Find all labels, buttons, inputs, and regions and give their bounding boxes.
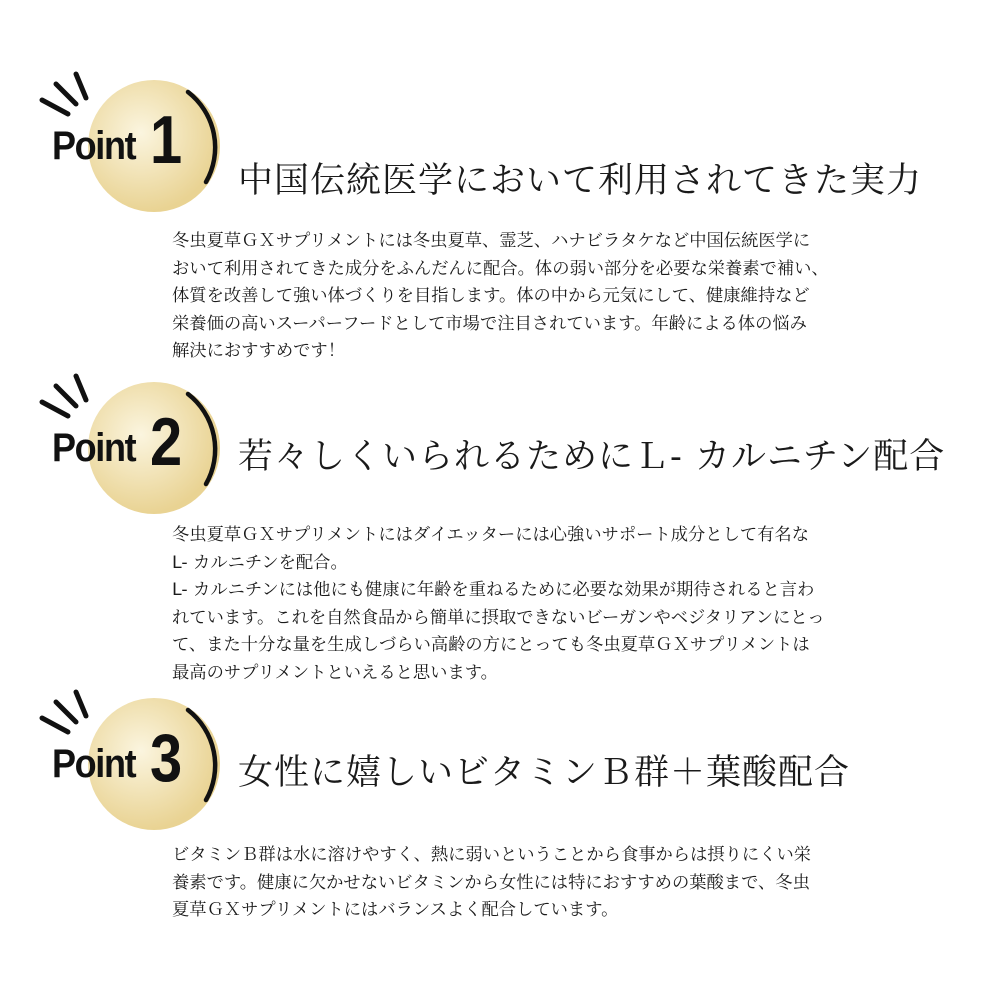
point-badge-1: [38, 70, 228, 220]
point-label: Point: [52, 426, 136, 470]
point-label: Point: [52, 124, 136, 168]
point-number: 2: [150, 404, 183, 480]
section-body-3: ビタミンＢ群は水に溶けやすく、熱に弱いということから食事からは摂りにくい栄 養素です。健康に欠かせないビタミンから女性には特におすすめの葉酸まで、冬虫 夏草ＧＸサプリメントにはバランスよく配合しています。: [172, 845, 812, 920]
point-badge-2: [38, 372, 228, 522]
point-number: 1: [150, 102, 183, 178]
spark-line-icon: [42, 100, 68, 114]
spark-line-icon: [42, 718, 68, 732]
section-heading-3: 女性に嬉しいビタミンＢ群＋葉酸配合: [238, 753, 851, 793]
section-body-2: 冬虫夏草ＧＸサプリメントにはダイエッターには心強いサポート成分として有名な L- カルニチンを配合。 L- カルニチンには他にも健康に年齢を重ねるために必要な効果が期待されると言わ れています。これを自然食品から簡単に摂取できないビーガンやベジタリアンにとっ て、また十分な量を生成しづらい高齢の方にとっても冬虫夏草ＧＸサプリメントは 最高のサプリメントといえると思います。: [172, 525, 825, 683]
section-heading-2: 若々しくいられるためにＬ- カルニチン配合: [238, 437, 946, 477]
point-badge-3: [38, 688, 228, 838]
spark-line-icon: [42, 402, 68, 416]
point-number: 3: [150, 720, 183, 796]
point-label: Point: [52, 742, 136, 786]
section-heading-1: 中国伝統医学において利用されてきた実力: [238, 161, 923, 201]
section-body-1: 冬虫夏草ＧＸサプリメントには冬虫夏草、霊芝、ハナビラタケなど中国伝統医学に おいて利用されてきた成分をふんだんに配合。体の弱い部分を必要な栄養素で補い、 体質を改善して強い体づくりを目指します。体の中から元気にして、健康維持など 栄養価の高いスーパーフードとして市場で注目されています。年齢による体の悩み 解決におすすめです！: [172, 231, 829, 361]
